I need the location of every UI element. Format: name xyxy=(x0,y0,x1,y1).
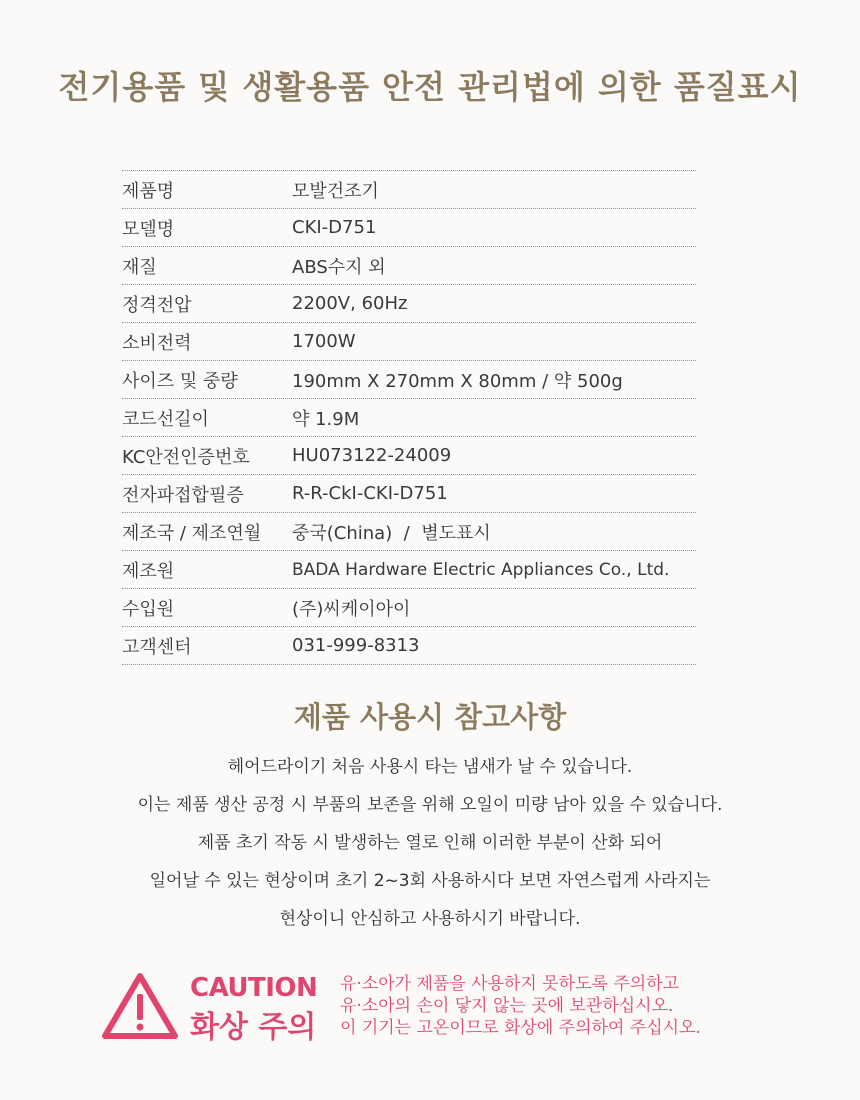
spec-label: 제조원 xyxy=(122,560,175,582)
caution-line: 유·소아가 제품을 사용하지 못하도록 주의하고 xyxy=(340,974,680,994)
table-row xyxy=(122,209,696,247)
caution-label: CAUTION xyxy=(190,973,318,1003)
spec-label: 정격전압 xyxy=(122,294,192,316)
reference-title: 제품 사용시 참고사항 xyxy=(293,700,567,734)
spec-label: 제품명 xyxy=(122,180,175,202)
spec-value: 1700W xyxy=(292,331,356,352)
reference-line: 헤어드라이기 처음 사용시 타는 냄새가 날 수 있습니다. xyxy=(227,757,633,777)
spec-value: ABS수지 외 xyxy=(292,256,386,278)
spec-value: 모발건조기 xyxy=(292,180,379,202)
spec-value: 190mm X 270mm X 80mm / 약 500g xyxy=(292,370,623,392)
spec-value: HU073122-24009 xyxy=(292,445,452,466)
caution-line: 유·소아의 손이 닿지 않는 곳에 보관하십시오. xyxy=(340,996,674,1016)
table-row xyxy=(122,437,696,475)
spec-label: 고객센터 xyxy=(122,636,192,658)
spec-value: 031-999-8313 xyxy=(292,635,420,656)
spec-value: 약 1.9M xyxy=(292,408,360,430)
table-row xyxy=(122,475,696,513)
table-row xyxy=(122,323,696,361)
spec-value: 2200V, 60Hz xyxy=(292,293,408,314)
table-row xyxy=(122,171,696,209)
table-row xyxy=(122,627,696,665)
warning-triangle-icon xyxy=(100,970,180,1042)
spec-label: KC안전인증번호 xyxy=(122,446,250,468)
spec-table xyxy=(122,170,696,665)
spec-label: 수입원 xyxy=(122,598,175,620)
table-row xyxy=(122,247,696,285)
spec-label: 전자파접합필증 xyxy=(122,484,244,506)
spec-label: 모델명 xyxy=(122,218,175,240)
table-row xyxy=(122,361,696,399)
table-row xyxy=(122,513,696,551)
table-row xyxy=(122,551,696,589)
spec-label: 제조국 / 제조연월 xyxy=(122,522,262,544)
reference-line: 현상이니 안심하고 사용하시기 바랍니다. xyxy=(279,909,581,929)
spec-value: 중국(China) / 별도표시 xyxy=(292,522,491,544)
page-title: 전기용품 및 생활용품 안전 관리법에 의한 품질표시 xyxy=(58,68,802,106)
caution-line: 이 기기는 고온이므로 화상에 주의하여 주십시오. xyxy=(340,1018,701,1038)
spec-value: BADA Hardware Electric Appliances Co., Ltd. xyxy=(292,559,670,580)
reference-text xyxy=(0,750,860,940)
spec-value: (주)씨케이아이 xyxy=(292,598,411,620)
reference-line: 이는 제품 생산 공정 시 부품의 보존을 위해 오일이 미량 남아 있을 수 있습니다. xyxy=(137,795,723,815)
spec-label: 소비전력 xyxy=(122,332,192,354)
table-row xyxy=(122,285,696,323)
table-row xyxy=(122,399,696,437)
reference-line: 일어날 수 있는 현상이며 초기 2~3회 사용하시다 보면 자연스럽게 사라지는 xyxy=(149,871,711,891)
spec-value: R-R-CkI-CKI-D751 xyxy=(292,483,448,504)
spec-value: CKI-D751 xyxy=(292,217,377,238)
caution-text xyxy=(340,973,701,1039)
table-row xyxy=(122,589,696,627)
spec-label: 재질 xyxy=(122,256,157,278)
burn-warning-label: 화상 주의 xyxy=(190,1010,317,1045)
spec-label: 코드선길이 xyxy=(122,408,209,430)
reference-line: 제품 초기 작동 시 발생하는 열로 인해 이러한 부분이 산화 되어 xyxy=(197,833,663,853)
spec-label: 사이즈 및 중량 xyxy=(122,370,238,392)
